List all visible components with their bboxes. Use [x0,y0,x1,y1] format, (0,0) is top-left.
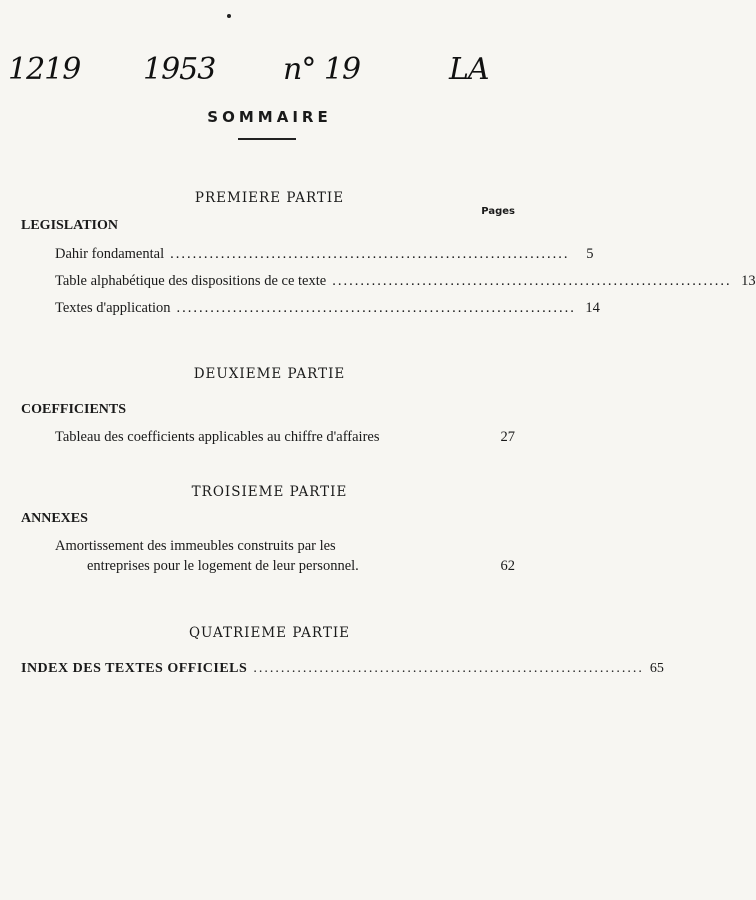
toc-entry[interactable] [55,538,515,575]
handwritten-note-4: LA [449,52,489,87]
handwritten-note-1: 1219 [8,52,81,87]
dot-leader: ....................................................................... [170,246,570,262]
toc-entry-text: Tableau des coefficients applicables au chiffre d'affaires [55,429,380,445]
toc-entry-page: 27 [500,429,515,445]
part-heading-1: PREMIERE PARTIE [194,190,345,206]
toc-entry[interactable] [55,300,600,317]
toc-entry-page: 65 [649,661,664,676]
section-coefficients: COEFFICIENTS [21,402,127,417]
section-legislation: LEGISLATION [21,218,118,233]
toc-entry-line-2: entreprises pour le logement de leur personnel. [87,558,359,574]
pages-column-label: Pages [481,206,515,217]
toc-entry[interactable] [55,429,515,446]
ink-speck [227,14,231,18]
section-index: INDEX DES TEXTES OFFICIELS [21,661,248,676]
dot-leader: ....................................................................... [176,300,576,316]
toc-entry-page: 14 [585,300,600,316]
dot-leader: ....................................................................... [332,273,732,289]
part-heading-3: TROISIEME PARTIE [191,484,348,500]
page-title: SOMMAIRE [207,108,332,126]
toc-entry-index[interactable] [21,661,664,677]
toc-entry-page: 62 [500,558,515,574]
handwritten-note-2: 1953 [143,52,216,87]
handwritten-note-3: n° 19 [283,52,361,87]
toc-entry-text: Dahir fondamental [55,246,165,262]
toc-entry-page: 13 [741,273,756,289]
toc-entry[interactable] [55,246,594,263]
toc-entry-text: Table alphabétique des dispositions de ce texte [55,273,327,289]
toc-entry-text: Textes d'application [55,300,171,316]
title-underline [238,138,296,140]
toc-entry-line-1: Amortissement des immeubles construits par les [55,538,336,554]
part-heading-4: QUATRIEME PARTIE [188,625,351,641]
dot-leader: ....................................................................... [253,661,644,676]
toc-entry[interactable] [55,273,756,290]
section-annexes: ANNEXES [21,511,88,526]
part-heading-2: DEUXIEME PARTIE [193,366,346,382]
toc-entry-page: 5 [586,246,594,262]
